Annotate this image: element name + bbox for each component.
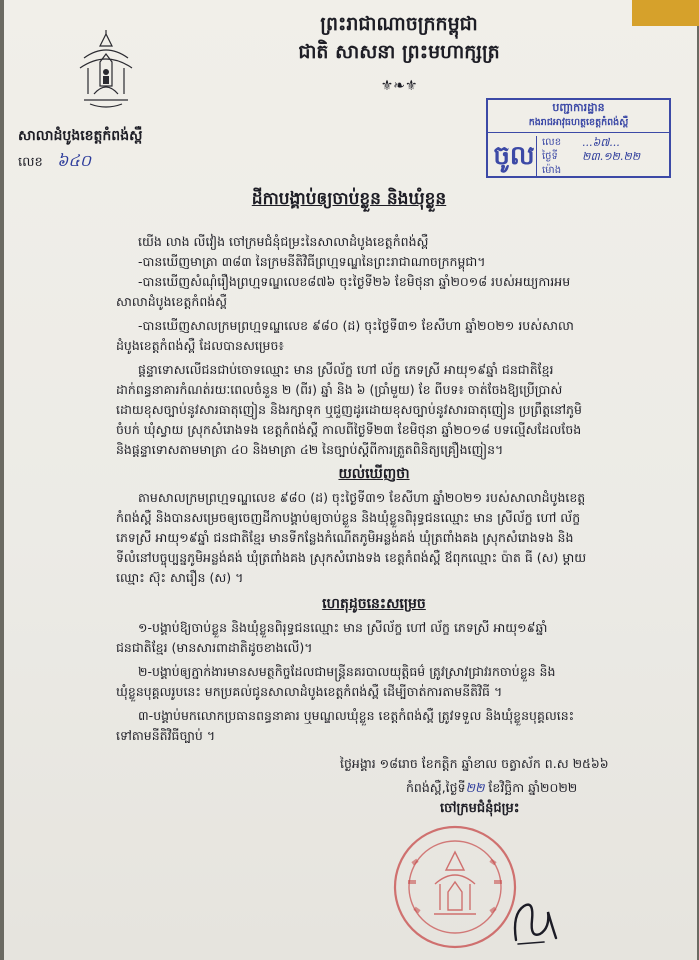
paragraph-4e: និងផ្តន្ទាទោសតាមមាត្រា ៤០ និងមាត្រា ៤២ នៃច្បាប់ស្តីពីការត្រួតពិនិត្យគ្រឿងញៀន។ [116,442,504,457]
stamp-header [488,100,669,133]
paragraph-3b: ដំបូងខេត្តកំពង់ស្ពឺ ដែលបានសម្រេច៖ [116,338,284,353]
place-date-label: កំពង់ស្ពឺ,ថ្ងៃទី [406,780,466,795]
stamp-date-row [542,150,670,163]
paragraph-4c: ដោយខុសច្បាប់នូវសារធាតុញៀន និងរក្សាទុក ឬជួញដូរដោយខុសច្បាប់នូវសារធាតុញៀន ប្រព្រឹត្តនៅភូមិ [116,402,582,417]
document-page [4,0,697,960]
decision-2b: ឃុំខ្លួនបុគ្គលរូបនេះ មកប្រគល់ជូនសាលាដំបូងខេត្តកំពង់ស្ពឺ ដើម្បីចាត់ការតាមនីតិវិធី ។ [116,684,503,699]
seen-line-3: ភេទស្រី អាយុ១៩ឆ្នាំ ជនជាតិខ្មែរ មានទីកន្លែងកំណើតភូមិអន្លង់គង់ ឃុំត្រពាំងគង ស្រុកសំរោងទង និង [116,530,574,545]
place-date [406,778,577,797]
stamp-received-label: ចូល [492,136,537,176]
paragraph-3a: -បានឃើញសាលក្រមព្រហ្មទណ្ឌលេខ ៩៨០ (ដ) ចុះថ្ងៃទី៣១ ខែសីហា ឆ្នាំ២០២១ របស់សាលា [138,318,574,333]
paragraph-4d: ចំបក់ ឃុំស្វាយ ស្រុកសំរោងទង ខេត្តកំពង់ស្ពឺ កាលពីថ្ងៃទី២៣ ខែមិថុនា ឆ្នាំ២០១៨ បទល្មើសដែលចែង [116,422,582,437]
decision-3b: ទៅតាមនីតិវិធីច្បាប់ ។ [116,728,216,743]
intro-line: យើង លាង លីវៀង ចៅក្រមជំនុំជម្រះនៃសាលាដំបូងខេត្តកំពង់ស្ពឺ [138,234,429,249]
number-value: ៦៤០ [57,151,92,170]
signer-title: ចៅក្រមជំនុំជម្រះ [440,801,520,816]
seen-line-1: តាមសាលក្រមព្រហ្មទណ្ឌលេខ ៩៨០ (ដ) ចុះថ្ងៃទី៣១ ខែសីហា ឆ្នាំ២០២១ របស់សាលាដំបូងខេត្ត [138,490,586,505]
receipt-stamp [486,98,671,178]
stamp-line2: កងរាជអាវុធហត្ថខេត្តកំពង់ស្ពឺ [528,117,629,128]
header-ornament: ⚜❧⚜ [380,78,418,94]
stamp-line1: បញ្ជាការដ្ឋាន [552,101,605,114]
decision-3a: ៣-បង្គាប់មកលោកប្រធានពន្ធនាគារ ឬមណ្ឌលឃុំខ្លួន ខេត្តកំពង់ស្ពឺ ត្រូវទទួល និងឃុំខ្លួនបុគ្គលនេះ [138,708,575,723]
stamp-date-value: ២៣.១២.២២ [582,150,641,163]
stamp-no-row [542,136,670,149]
paragraph-4b: ដាក់ពន្ធនាគារកំណត់រយៈពេលចំនួន ២ (ពីរ) ឆ្នាំ និង ៦ (ប្រាំមួយ) ខែ ពីបទ៖ ចាត់ចែងឱ្យប្រើប្រាស់ [116,382,563,397]
motto-heading: ជាតិ សាសនា ព្រះមហាក្សត្រ [298,41,500,63]
decision-2a: ២-បង្គាប់ឲ្យភ្នាក់ងារមានសមត្ថកិច្ចដែលជាមន្ត្រីនគរបាលយុត្តិធម៌ ត្រូវស្រាវជ្រាវរកចាប់ខ្លួន និង [138,664,556,679]
signature [504,894,564,950]
stamp-no-label: លេខ [542,137,562,148]
paragraph-4a: ផ្តន្ទាទោសលើជនជាប់ចោទឈ្មោះ មាន ស្រីល័ក្ខ ហៅ ល័ក្ខ ភេទស្រី អាយុ១៩ឆ្នាំ ជនជាតិខ្មែរ [138,362,554,377]
place-date-month: ខែវិច្ឆិកា [488,780,525,795]
decision-heading: ហេតុដូចនេះសម្រេច [322,596,426,612]
lunar-date: ថ្ងៃអង្គារ ១៨រោច ខែកត្តិក ឆ្នាំខាល ចត្វាស័ក ព.ស ២៥៦៦ [340,756,609,771]
court-seal-icon [390,822,520,952]
court-name: សាលាដំបូងខេត្តកំពង់ស្ពឺ [18,128,143,144]
court-emblem-icon [70,28,142,110]
stamp-date-label: ថ្ងៃទី [542,151,558,162]
seen-line-2: កំពង់ស្ពឺ និងបានសម្រេចឲ្យចេញដីកាបង្គាប់ឲ្យចាប់ខ្លួន និងឃុំខ្លួនពិរុទ្ធជនឈ្មោះ មាន ស្រីល័ក្ខ ហៅ ល័ក្ខ [116,510,581,525]
seen-line-5: ឈ្មោះ ស៊ុះ សារឿន (ស) ។ [116,570,244,585]
paragraph-2b: សាលាដំបូងខេត្តកំពង់ស្ពឺ [116,294,228,309]
paragraph-2a: -បានឃើញសំណុំរឿងព្រហ្មទណ្ឌលេខ៨៧៦ ចុះថ្ងៃទី២៦ ខែមិថុនា ឆ្នាំ២០១៨ របស់អយ្យការអម [138,274,571,289]
stamp-time-row [542,164,670,177]
seen-heading: យល់ឃើញថា [338,466,410,482]
decision-1a: ១-បង្គាប់ឱ្យចាប់ខ្លួន និងឃុំខ្លួនពិរុទ្ធជនឈ្មោះ មាន ស្រីល័ក្ខ ហៅ ល័ក្ខ ភេទស្រី អាយុ១៩ឆ្នាំ [138,620,548,635]
paragraph-1: -បានឃើញមាត្រា ៣៨៣ នៃក្រមនីតិវិធីព្រហ្មទណ្ឌនៃព្រះរាជាណាចក្រកម្ពុជា។ [138,254,486,269]
place-date-day: ២២ [465,780,485,795]
place-date-year: ឆ្នាំ២០២២ [528,780,578,795]
document-number [18,150,91,174]
decision-1b: ជនជាតិខ្មែរ (មានសារពាដាតិដូចខាងលើ)។ [116,640,313,655]
stamp-no-value: ...៦៧... [582,136,620,149]
kingdom-heading: ព្រះរាជាណាចក្រកម្ពុជា [320,13,478,35]
seen-line-4: ទីលំនៅបច្ចុប្បន្នភូមិអន្លង់គង់ ឃុំត្រពាំងគង ស្រុកសំរោងទង ខេត្តកំពង់ស្ពឺ ឪពុកឈ្មោះ ប៉ាត ធី (ស) ម្តាយ [116,550,587,565]
yellow-tape [632,0,699,26]
stamp-time-label: ម៉ោង [542,165,562,176]
number-label: លេខ [18,155,43,170]
document-title: ដីកាបង្គាប់ឲ្យចាប់ខ្លួន និងឃុំខ្លួន [251,189,447,209]
